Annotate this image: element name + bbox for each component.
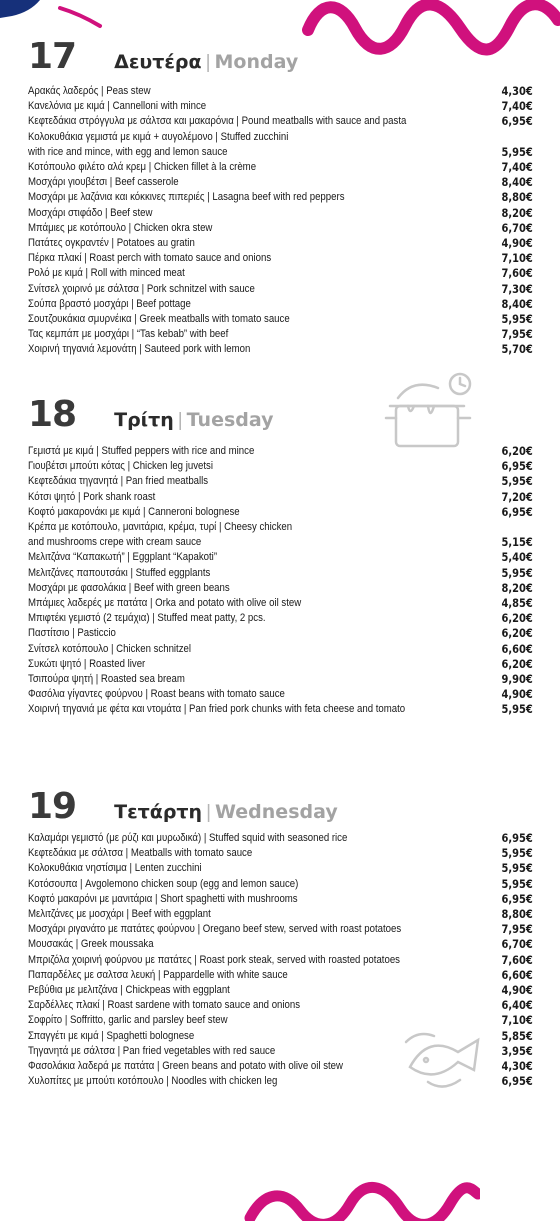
title-separator: |: [177, 410, 183, 431]
day-number: 18: [28, 394, 77, 435]
menu-item: [28, 1074, 533, 1089]
dish-name: Φασόλια γίγαντες φούρνου | Roast beans with tomato sauce: [28, 688, 285, 701]
dish-price: 5,95€: [501, 312, 533, 327]
dish-name: Κότσι ψητό | Pork shank roast: [28, 490, 156, 503]
dish-name: Κανελόνια με κιμά | Cannelloni with mince: [28, 100, 207, 113]
dish-price: 5,95€: [501, 474, 533, 489]
menu-item: [28, 1044, 533, 1059]
pot-icon: [378, 368, 478, 453]
menu-list: [28, 831, 533, 1089]
dish-price: 4,90€: [501, 983, 533, 998]
dish-name: Μπάμιες με κοτόπουλο | Chicken okra stew: [28, 221, 213, 234]
dish-price: 6,20€: [501, 611, 533, 626]
dish-name: Τας κεμπάπ με μοσχάρι | “Tas kebab” with beef: [28, 328, 229, 341]
dish-name: Κεφτεδάκια στρόγγυλα με σάλτσα και μακαρόνια | Pound meatballs with sauce and pasta: [28, 115, 407, 128]
dish-name: Χυλοπίτες με μπούτι κοτόπουλο | Noodles with chicken leg: [28, 1075, 278, 1088]
dish-price: 6,95€: [501, 1074, 533, 1089]
dish-price: 8,80€: [501, 190, 533, 205]
dish-price: 6,95€: [501, 114, 533, 129]
dish-price: 4,90€: [501, 687, 533, 702]
dish-price: 7,60€: [501, 952, 533, 967]
menu-item: [28, 266, 533, 281]
dish-price: 6,20€: [501, 444, 533, 458]
dish-price: 6,95€: [501, 831, 533, 845]
dish-name: Μελιτζάνα “Καπακωτή” | Eggplant “Kapakoti”: [28, 551, 218, 564]
dish-name: Συκώτι ψητό | Roasted liver: [28, 657, 146, 670]
dish-name: Μοσχάρι στιφάδο | Beef stew: [28, 206, 153, 219]
menu-item: [28, 84, 533, 99]
menu-item: [28, 937, 533, 952]
menu-item: [28, 505, 533, 520]
menu-item: [28, 297, 533, 312]
dish-name: Μπιφτέκι γεμιστό (2 τεμάχια) | Stuffed meat patty, 2 pcs.: [28, 612, 266, 625]
dish-price: 5,95€: [501, 876, 533, 891]
dish-name: Σνίτσελ χοιρινό με σάλτσα | Pork schnitzel with sauce: [28, 282, 255, 295]
dish-price: 6,60€: [501, 967, 533, 982]
menu-item: [28, 861, 533, 876]
menu-item: [28, 687, 533, 702]
menu-item: [28, 626, 533, 641]
menu-item: [28, 1029, 533, 1044]
menu-item: [28, 342, 533, 357]
day-title-greek: Τρίτη: [114, 409, 174, 431]
dish-price: 6,95€: [501, 459, 533, 474]
menu-item: [28, 983, 533, 998]
dish-name: Γεμιστά με κιμά | Stuffed peppers with rice and mince: [28, 445, 255, 457]
dish-name: Κοτόσουπα | Avgolemono chicken soup (egg and lemon sauce): [28, 877, 299, 890]
dish-name: Τηγανητά με σάλτσα | Pan fried vegetables with red sauce: [28, 1044, 276, 1057]
dish-price: 6,60€: [501, 641, 533, 656]
day-number: 17: [28, 36, 77, 77]
dish-name: Σούπα βραστό μοσχάρι | Beef pottage: [28, 297, 191, 310]
dish-name: Μοσχάρι γιουβέτσι | Beef casserole: [28, 176, 179, 189]
dish-name: Τσιπούρα ψητή | Roasted sea bream: [28, 673, 185, 686]
menu-item: [28, 581, 533, 596]
menu-item: [28, 520, 533, 550]
menu-item: [28, 175, 533, 190]
day-header: [28, 36, 298, 77]
menu-item: [28, 160, 533, 175]
menu-item: [28, 998, 533, 1013]
dish-name: Κεφτεδάκια με σάλτσα | Meatballs with tomato sauce: [28, 847, 253, 860]
dish-price: 6,70€: [501, 220, 533, 235]
wave-top-right-icon: [300, 0, 560, 60]
title-separator: |: [206, 802, 212, 823]
menu-item: [28, 327, 533, 342]
dish-price: 3,95€: [501, 1043, 533, 1058]
dish-price: 5,95€: [501, 565, 533, 580]
dish-price: 5,70€: [501, 342, 533, 357]
menu-item: [28, 251, 533, 266]
dish-price: 7,30€: [501, 281, 533, 296]
menu-item: [28, 642, 533, 657]
dish-name: Κοτόπουλο φιλέτο αλά κρεμ | Chicken fillet à la crème: [28, 161, 257, 174]
dish-price: 6,20€: [501, 656, 533, 671]
menu-item: [28, 444, 533, 459]
dish-price: 8,80€: [501, 907, 533, 922]
menu-item: [28, 474, 533, 489]
dish-name: Ρεβύθια με μελιτζάνα | Chickpeas with eggplant: [28, 984, 230, 997]
dish-price: 7,95€: [501, 922, 533, 937]
menu-item: [28, 611, 533, 626]
menu-item: [28, 831, 533, 846]
day-number: 19: [28, 786, 77, 827]
dish-name: Σουτζουκάκια σμυρνέικα | Greek meatballs with tomato sauce: [28, 313, 290, 326]
dish-price: 5,85€: [501, 1028, 533, 1043]
dish-name: Κεφτεδάκια τηγανητά | Pan fried meatballs: [28, 475, 209, 488]
menu-item: [28, 907, 533, 922]
menu-item: [28, 657, 533, 672]
dish-price: 4,30€: [501, 1059, 533, 1074]
dish-price: 5,95€: [501, 702, 533, 717]
menu-list: [28, 444, 533, 718]
dish-name: Ρολό με κιμά | Roll with minced meat: [28, 267, 185, 280]
menu-item: [28, 968, 533, 983]
dish-name: Κολοκυθάκια γεμιστά με κιμά + αυγολέμονο | Stuffed zucchini with rice and mince, with egg and lemon sauce: [28, 130, 289, 158]
dish-price: 6,95€: [501, 891, 533, 906]
dish-name: Φασολάκια λαδερά με πατάτα | Green beans and potato with olive oil stew: [28, 1060, 343, 1073]
menu-item: [28, 221, 533, 236]
corner-decoration-icon: [0, 0, 110, 40]
dish-name: Μοσχάρι με φασολάκια | Beef with green beans: [28, 581, 230, 594]
dish-price: 7,60€: [501, 266, 533, 281]
dish-price: 9,90€: [501, 672, 533, 687]
dish-name: Μπάμιες λαδερές με πατάτα | Orka and potato with olive oil stew: [28, 597, 302, 610]
menu-item: [28, 130, 533, 160]
dish-name: Κολοκυθάκια νηστίσιμα | Lenten zucchini: [28, 862, 202, 875]
menu-item: [28, 672, 533, 687]
menu-item: [28, 953, 533, 968]
menu-item: [28, 1013, 533, 1028]
dish-price: 7,40€: [501, 99, 533, 114]
menu-item: [28, 922, 533, 937]
dish-price: 5,40€: [501, 550, 533, 565]
day-title-greek: Δευτέρα: [114, 51, 202, 73]
menu-item: [28, 99, 533, 114]
menu-item: [28, 846, 533, 861]
menu-item: [28, 892, 533, 907]
dish-price: 5,15€: [501, 535, 533, 550]
dish-name: Χοιρινή τηγανιά με φέτα και ντομάτα | Pan fried pork chunks with feta cheese and tomato: [28, 703, 406, 716]
menu-item: [28, 596, 533, 611]
menu-item: [28, 459, 533, 474]
dish-price: 4,90€: [501, 236, 533, 251]
day-title-greek: Τετάρτη: [114, 801, 203, 823]
dish-name: Κοφτό μακαρόνι με μανιτάρια | Short spaghetti with mushrooms: [28, 892, 298, 905]
dish-name: Μελιτζάνες με μοσχάρι | Beef with eggplant: [28, 908, 211, 921]
dish-name: Σαρδέλλες πλακί | Roast sardene with tomato sauce and onions: [28, 999, 301, 1012]
menu-item: [28, 236, 533, 251]
dish-name: Γιουβέτσι μπούτι κότας | Chicken leg juvetsi: [28, 460, 213, 473]
menu-item: [28, 702, 533, 717]
title-separator: |: [205, 52, 211, 73]
dish-price: 4,85€: [501, 596, 533, 611]
menu-item: [28, 282, 533, 297]
wave-bottom-icon: [240, 1180, 480, 1221]
dish-name: Σπαγγέτι με κιμά | Spaghetti bolognese: [28, 1029, 195, 1042]
dish-price: 7,10€: [501, 251, 533, 266]
dish-price: 5,95€: [501, 861, 533, 876]
dish-price: 7,10€: [501, 1013, 533, 1028]
dish-name: Μοσχάρι ριγανάτο με πατάτες φούρνου | Oregano beef stew, served with roast potatoes: [28, 923, 402, 936]
menu-item: [28, 877, 533, 892]
dish-name: Χοιρινή τηγανιά λεμονάτη | Sauteed pork with lemon: [28, 343, 251, 356]
dish-price: 8,40€: [501, 296, 533, 311]
dish-price: 5,95€: [501, 846, 533, 861]
dish-name: Αρακάς λαδερός | Peas stew: [28, 85, 151, 97]
menu-item: [28, 490, 533, 505]
menu-item: [28, 206, 533, 221]
day-title-english: Monday: [214, 51, 299, 73]
dish-name: Παστίτσιο | Pasticcio: [28, 627, 116, 640]
dish-name: Πέρκα πλακί | Roast perch with tomato sauce and onions: [28, 252, 272, 265]
dish-name: Σνίτσελ κοτόπουλο | Chicken schnitzel: [28, 642, 192, 655]
dish-price: 4,30€: [501, 84, 533, 98]
dish-name: Μπριζόλα χοιρινή φούρνου με πατάτες | Roast pork steak, served with roasted potatoes: [28, 953, 400, 966]
dish-price: 7,20€: [501, 489, 533, 504]
menu-item: [28, 312, 533, 327]
dish-price: 7,95€: [501, 327, 533, 342]
dish-name: Κρέπα με κοτόπουλο, μανιτάρια, κρέμα, τυρί | Cheesy chicken and mushrooms crepe with cream sauce: [28, 521, 293, 549]
dish-name: Μουσακάς | Greek moussaka: [28, 938, 154, 951]
dish-name: Σοφρίτο | Soffritto, garlic and parsley beef stew: [28, 1014, 228, 1027]
dish-name: Καλαμάρι γεμιστό (με ρύζι και μυρωδικά) | Stuffed squid with seasoned rice: [28, 832, 348, 844]
dish-price: 8,40€: [501, 175, 533, 190]
dish-name: Πατάτες ογκραντέν | Potatoes au gratin: [28, 237, 195, 250]
dish-price: 8,20€: [501, 205, 533, 220]
menu-list: [28, 84, 533, 358]
dish-price: 6,95€: [501, 504, 533, 519]
dish-name: Μοσχάρι με λαζάνια και κόκκινες πιπεριές | Lasagna beef with red peppers: [28, 191, 345, 204]
dish-price: 8,20€: [501, 580, 533, 595]
day-title-english: Wednesday: [215, 801, 338, 823]
dish-name: Κοφτό μακαρονάκι με κιμά | Canneroni bolognese: [28, 505, 240, 518]
menu-item: [28, 114, 533, 129]
dish-price: 6,40€: [501, 998, 533, 1013]
day-header: [28, 394, 274, 435]
day-header: [28, 786, 338, 827]
menu-item: [28, 1059, 533, 1074]
menu-item: [28, 566, 533, 581]
dish-price: 5,95€: [501, 144, 533, 159]
dish-name: Παπαρδέλες με σαλτσα λευκή | Pappardelle with white sauce: [28, 968, 288, 981]
dish-price: 6,70€: [501, 937, 533, 952]
dish-name: Μελιτζάνες παπουτσάκι | Stuffed eggplants: [28, 566, 211, 579]
menu-item: [28, 190, 533, 205]
dish-price: 7,40€: [501, 160, 533, 175]
menu-item: [28, 550, 533, 565]
day-title-english: Tuesday: [186, 409, 274, 431]
dish-price: 6,20€: [501, 626, 533, 641]
